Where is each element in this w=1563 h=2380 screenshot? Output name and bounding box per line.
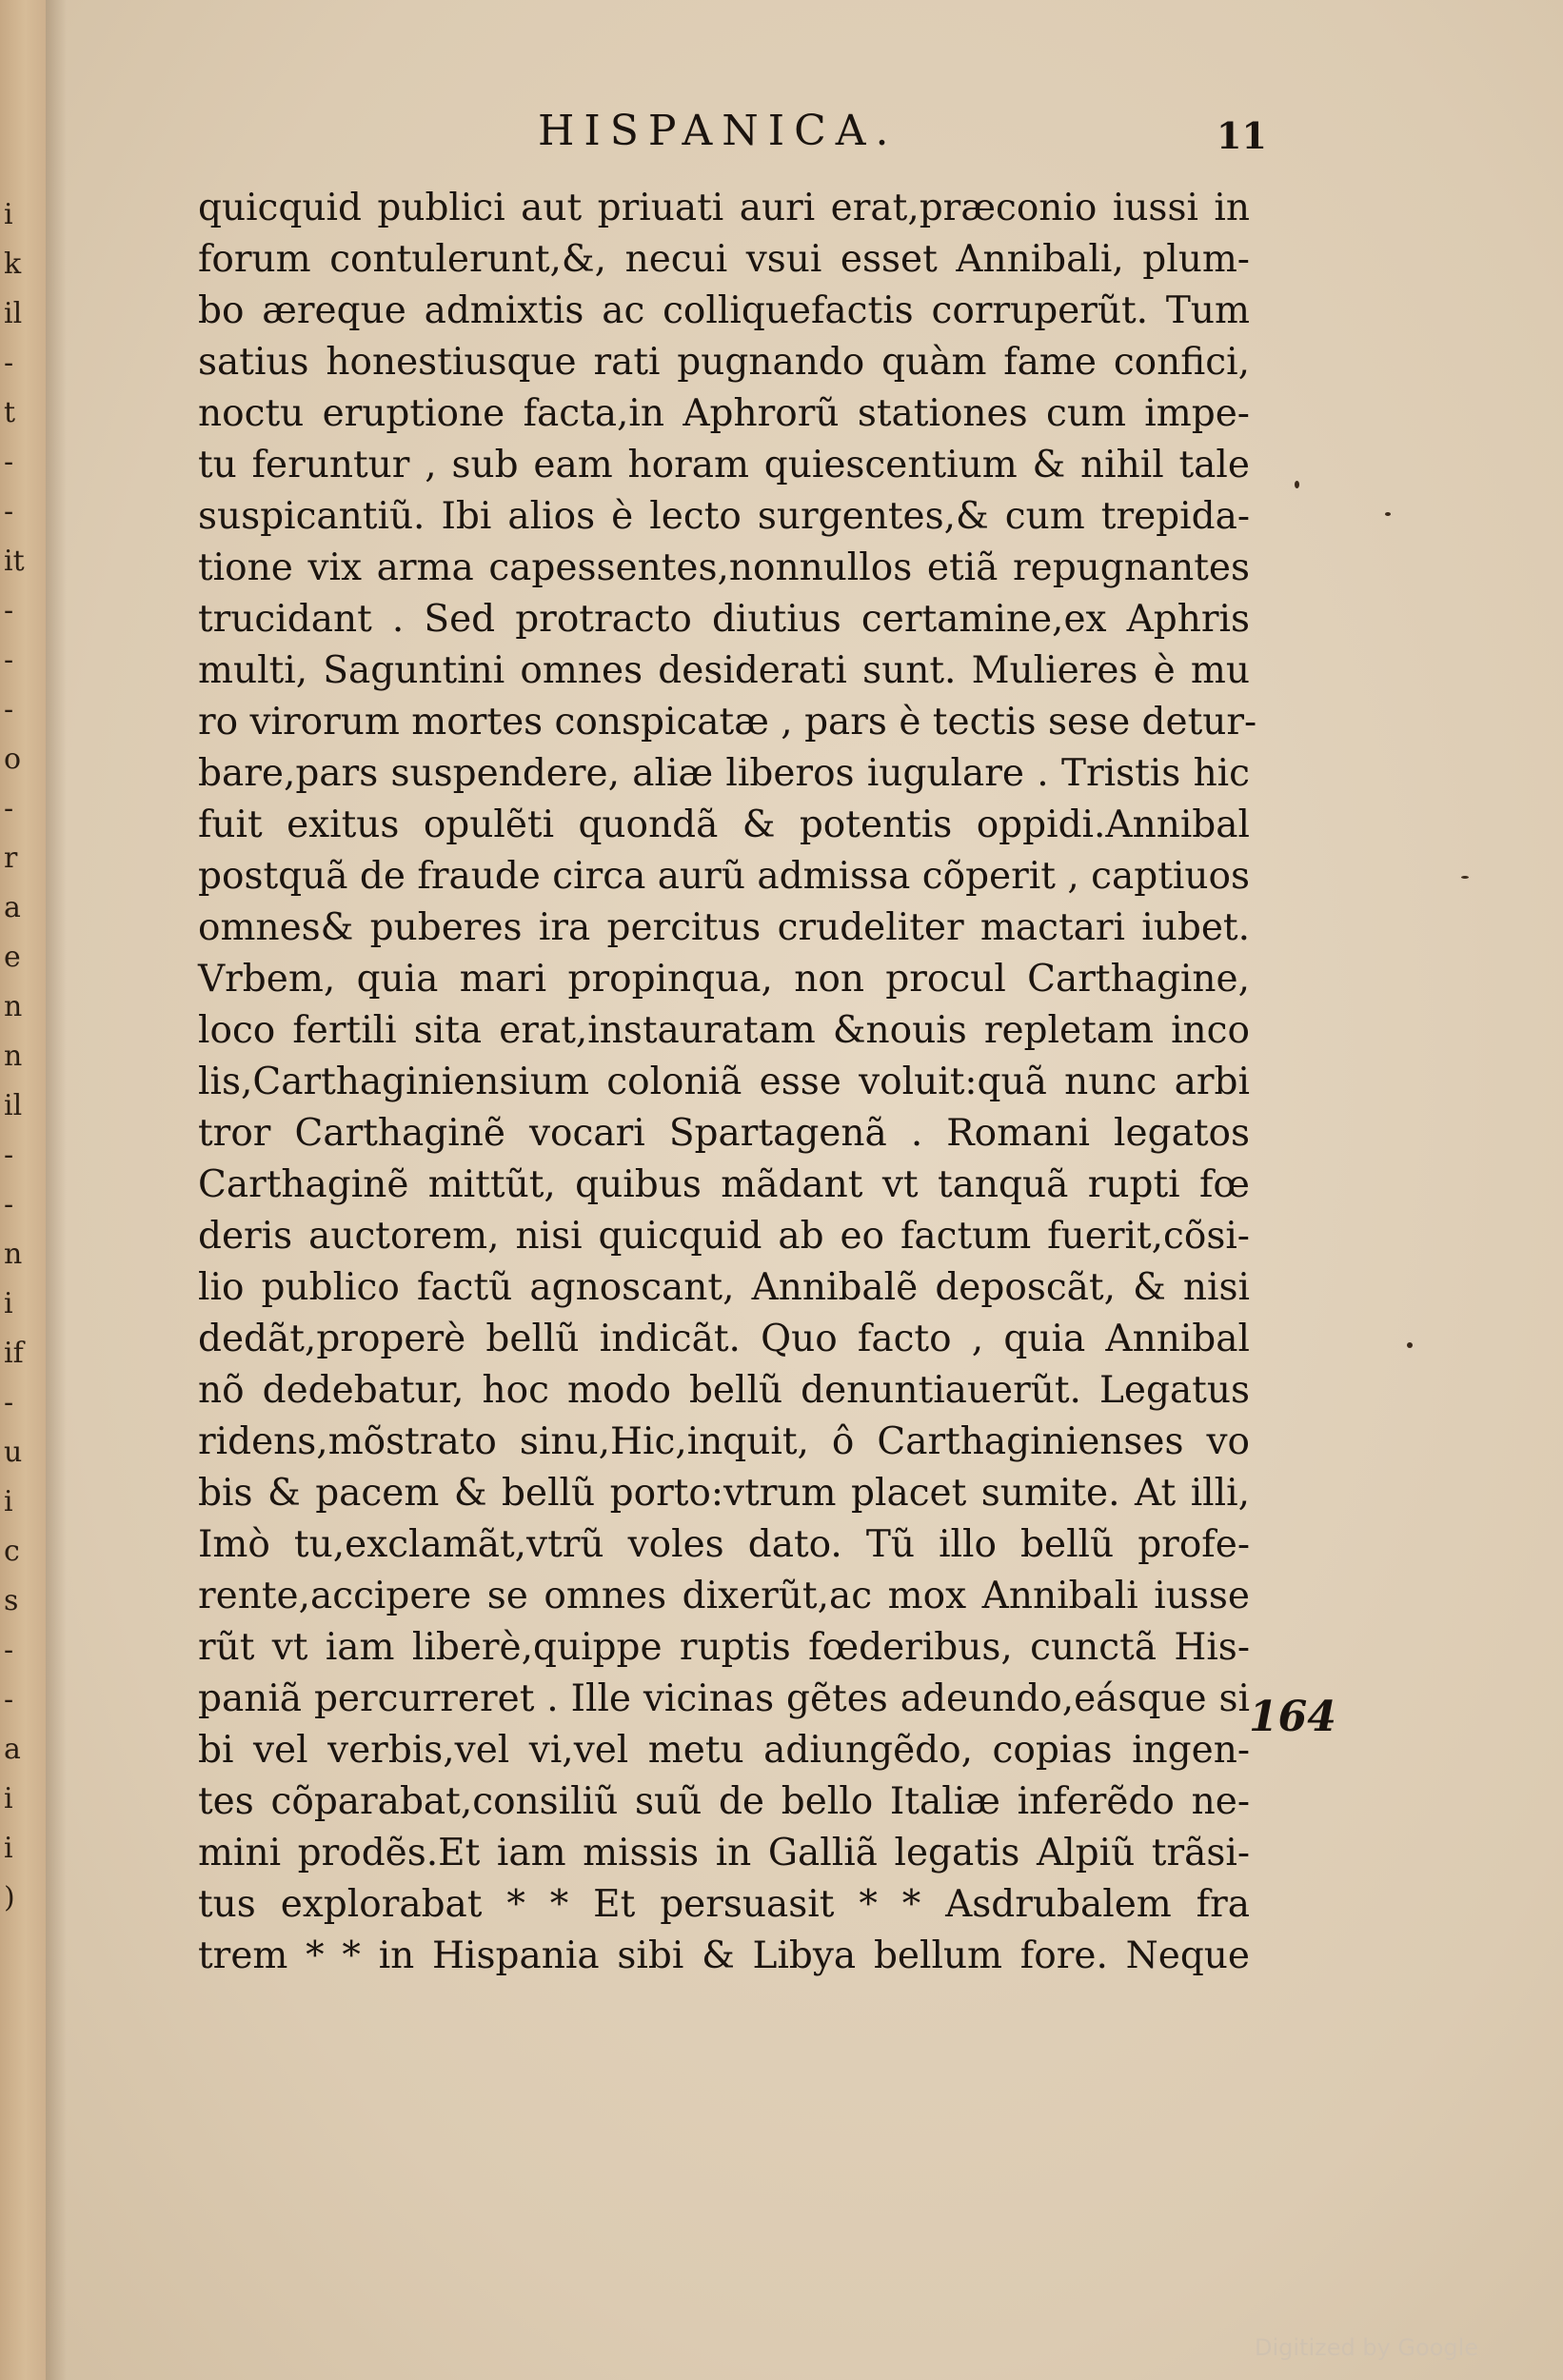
fragment-glyph: - — [4, 594, 14, 627]
text-line: paniã percurreret . Ille vicinas gẽtes adeundo,eásque si — [198, 1677, 1250, 1720]
fragment-glyph: i — [4, 1782, 13, 1815]
fragment-glyph: - — [4, 1683, 14, 1716]
fragment-glyph: - — [4, 792, 14, 825]
ink-speck — [1385, 512, 1391, 516]
body-text — [198, 183, 1257, 1982]
text-line: Imò tu,exclamãt,vtrũ voles dato. Tũ illo bellũ profe- — [198, 1523, 1250, 1566]
fragment-glyph: e — [4, 941, 21, 974]
text-line: Carthaginẽ mittũt, quibus mãdant vt tanquã rupti fœ — [198, 1163, 1250, 1206]
text-line: mini prodẽs.Et iam missis in Galliã legatis Alpiũ trãsi- — [198, 1832, 1250, 1874]
fragment-glyph: - — [4, 347, 14, 380]
fragment-glyph: k — [4, 248, 22, 281]
text-line: trucidant . Sed protracto diutius certamine,ex Aphris — [198, 598, 1250, 641]
text-line: tione vix arma capessentes,nonnullos etiã repugnantes — [198, 546, 1250, 589]
fragment-glyph: il — [4, 297, 23, 330]
fragment-glyph: a — [4, 891, 21, 924]
text-line: bi vel verbis,vel vi,vel metu adiungẽdo, copias ingen- — [198, 1729, 1250, 1772]
text-line: bis & pacem & bellũ porto:vtrum placet sumite. At illi, — [198, 1472, 1250, 1515]
fragment-glyph: i — [4, 198, 13, 231]
text-line: trem * * in Hispania sibi & Libya bellum fore. Neque — [198, 1934, 1250, 1977]
fragment-glyph: - — [4, 1139, 14, 1172]
watermark: Digitized by Google — [1255, 2334, 1479, 2361]
text-line: postquã de fraude circa aurũ admissa cõperit , captiuos — [198, 855, 1250, 898]
text-line: suspicantiũ. Ibi alios è lecto surgentes,& cum trepida- — [198, 495, 1250, 538]
fragment-glyph: i — [4, 1832, 13, 1865]
fragment-glyph: - — [4, 1386, 14, 1419]
margin-note: 164 — [1249, 1693, 1336, 1741]
fragment-glyph: - — [4, 644, 14, 677]
text-line: dedãt,properè bellũ indicãt. Quo facto , quia Annibal — [198, 1318, 1250, 1360]
ink-speck — [1407, 1342, 1413, 1348]
fragment-glyph: il — [4, 1089, 23, 1122]
fragment-glyph: n — [4, 1238, 23, 1271]
fragment-glyph: - — [4, 693, 14, 726]
text-line: tus explorabat * * Et persuasit * * Asdrubalem fra — [198, 1883, 1250, 1926]
text-line: quicquid publici aut priuati auri erat,præconio iussi in — [198, 187, 1250, 229]
text-line: rente,accipere se omnes dixerũt,ac mox Annibali iusse — [198, 1575, 1250, 1617]
text-line: tes cõparabat,consiliũ suũ de bello Italiæ inferẽdo ne- — [198, 1780, 1250, 1823]
fragment-glyph: o — [4, 743, 22, 776]
text-line: ro virorum mortes conspicatæ , pars è tectis sese detur- — [198, 701, 1257, 744]
ink-speck — [1461, 876, 1469, 879]
fragment-glyph: - — [4, 1188, 14, 1221]
text-line: loco fertili sita erat,instauratam &nouis repletam inco — [198, 1009, 1250, 1052]
text-line: Vrbem, quia mari propinqua, non procul Carthagine, — [198, 958, 1250, 1001]
fragment-glyph: if — [4, 1337, 24, 1370]
folio-number: 11 — [1217, 114, 1267, 157]
fragment-glyph: c — [4, 1535, 20, 1568]
fragment-glyph: n — [4, 990, 23, 1023]
running-head: HISPANICA. — [538, 107, 899, 155]
fragment-glyph: s — [4, 1584, 19, 1617]
facing-page-fragments — [4, 190, 32, 1923]
text-line: satius honestiusque rati pugnando quàm fame confici, — [198, 341, 1250, 384]
text-line: deris auctorem, nisi quicquid ab eo factum fuerit,cõsi- — [198, 1215, 1250, 1258]
fragment-glyph: u — [4, 1436, 23, 1469]
fragment-glyph: a — [4, 1733, 21, 1766]
fragment-glyph: r — [4, 842, 18, 875]
text-line: rũt vt iam liberè,quippe ruptis fœderibus, cunctã His- — [198, 1626, 1250, 1669]
text-line: bare,pars suspendere, aliæ liberos iugulare . Tristis hic — [198, 752, 1250, 795]
text-line: ridens,mõstrato sinu,Hic,inquit, ô Carthaginienses vo — [198, 1420, 1250, 1463]
page-header — [0, 107, 1563, 164]
gutter-shadow — [46, 0, 67, 2380]
text-line: bo æreque admixtis ac colliquefactis corruperũt. Tum — [198, 289, 1250, 332]
fragment-glyph: t — [4, 396, 16, 429]
fragment-glyph: - — [4, 446, 14, 479]
ink-speck — [1295, 481, 1299, 488]
fragment-glyph: ) — [4, 1881, 15, 1914]
text-line: noctu eruptione facta,in Aphrorũ stationes cum impe- — [198, 392, 1250, 435]
fragment-glyph: i — [4, 1485, 13, 1518]
fragment-glyph: - — [4, 1634, 14, 1667]
fragment-glyph: - — [4, 495, 14, 528]
fragment-glyph: it — [4, 545, 25, 578]
text-line: lis,Carthaginiensium coloniã esse voluit:quã nunc arbi — [198, 1061, 1250, 1103]
text-line: fuit exitus opulẽti quondã & potentis oppidi.Annibal — [198, 803, 1250, 846]
fragment-glyph: n — [4, 1040, 23, 1073]
text-line: lio publico factũ agnoscant, Annibalẽ deposcãt, & nisi — [198, 1266, 1250, 1309]
text-line: omnes& puberes ira percitus crudeliter mactari iubet. — [198, 906, 1250, 949]
text-line: nõ dedebatur, hoc modo bellũ denuntiauerũt. Legatus — [198, 1369, 1250, 1412]
text-line: forum contulerunt,&, necui vsui esset Annibali, plum- — [198, 238, 1250, 281]
fragment-glyph: i — [4, 1287, 13, 1320]
text-line: tu feruntur , sub eam horam quiescentium & nihil tale — [198, 444, 1250, 486]
text-line: multi, Saguntini omnes desiderati sunt. Mulieres è mu — [198, 649, 1250, 692]
text-line: tror Carthaginẽ vocari Spartagenã . Romani legatos — [198, 1112, 1250, 1155]
